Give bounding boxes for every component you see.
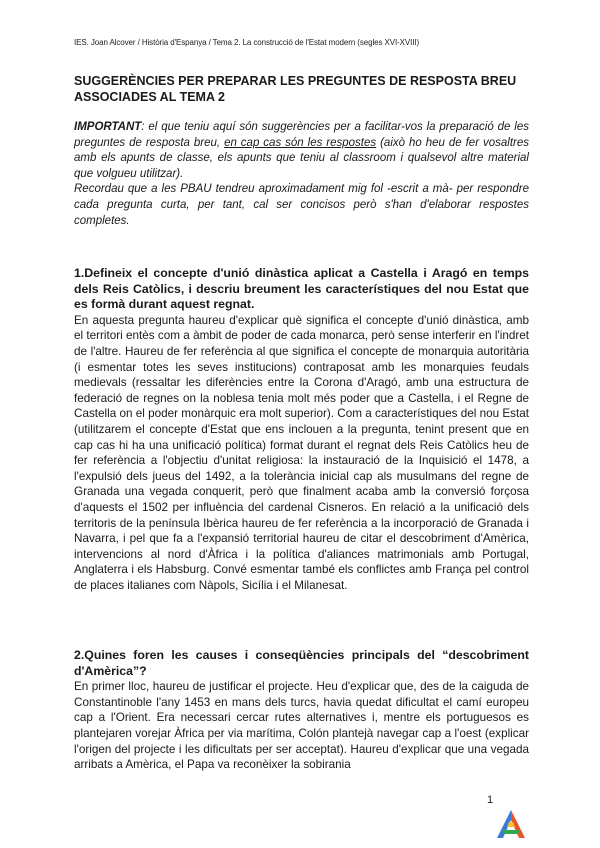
running-header: IES. Joan Alcover / Història d'Espanya / Tema 2. La construcció de l'Estat modern (segles XVI-XVIII) [74,38,420,47]
question-1-body: En aquesta pregunta haureu d'explicar què significa el concepte d'unió dinàstica, amb el territori entès com a àmbit de poder de cada monarca, però sense interferir en l'indret de l'altre. Haureu de fer referència al que significa el concepte de monarquia autoritària (i esmentar totes les seves institucions) contraposat amb les monarquies feudals medievals (ressaltar les diferències entre la Corona d'Aragó, amb una estructura de federació de regnes on la noblesa tenia molt més poder que a Castella, i el Regne de Castella on el poder monàrquic era molt superior). Com a característiques del nou Estat (utilitzarem el concepte d'Estat que ens inclouen a la pregunta, tenint present que en cap cas hi ha una unificació política) format durant el regnat dels Reis Catòlics heu de fer referència a l'objectiu d'unitat religiosa: la instauració de la Inquisició el 1478, a l'expulsió dels jueus del 1492, a la tolerància inicial cap als musulmans del regne de Granada una vegada conquerit, però que finalment acaba amb la conversió forçosa d'aquests el 1502 per influència del cardenal Cisneros. En relació a la unificació dels territoris de la península Ibèrica haureu de fer referència a la incorporació de Granada i Navarra, i pel que fa a l'expansió territorial haureu de citar el descobriment d'Amèrica, intervencions al nord d'Àfrica i la política d'aliances matrimonials amb Portugal, Anglaterra i els Habsburg. Convé esmentar també els conflictes amb França pel control de places italianes com Nàpols, Sicília i el Milanesat. [74,313,529,592]
question-1-heading: 1.Defineix el concepte d'unió dinàstica aplicat a Castella i Aragó en temps dels Reis Catòlics, i descriu breument les característiques del nou Estat que es formà durant aquest regnat. [74,266,529,312]
important-label: IMPORTANT [74,121,142,133]
intro-paragraph-1 [74,120,529,182]
intro-note [74,120,529,229]
question-2 [74,648,529,773]
question-2-heading: 2.Quines foren les causes i conseqüències principals del “descobriment d'Amèrica”? [74,648,529,678]
intro-underlined-text: en cap cas són les respostes [224,136,377,149]
intro-text-after: (això ho heu de fer vosaltres amb els apunts de classe, els apunts que teniu al classroom i qualsevol altre material que volgueu utilitzar). [74,136,529,180]
school-logo-icon [495,808,527,840]
page-number: 1 [487,794,494,806]
intro-text-before: : el que teniu aquí són suggerències per a facilitar-vos la preparació de les preguntes de resposta breu, [74,121,529,149]
question-2-body: En primer lloc, haureu de justificar el projecte. Heu d'explicar que, des de la caiguda de Constantinoble l'any 1453 en mans dels turcs, havia quedat dificultat el camí europeu cap a l'Orient. Era necessari cercar rutes alternatives i, mentre els portuguesos es plantejaren vorejar Àfrica per via marítima, Colón plantejà navegar cap a l'oest (explicar l'origen del projecte i les dificultats per ser acceptat). Haureu d'explicar que una vegada arribats a Amèrica, el Papa va reconèixer la sobirania [74,680,529,772]
logo-crossbar [502,830,520,834]
intro-paragraph-2: Recordau que a les PBAU tendreu aproximadament mig fol -escrit a mà- per respondre cada pregunta curta, per tant, cal ser concisos però s'han d'elaborar respostes completes. [74,183,529,227]
question-1 [74,266,529,593]
document-title: SUGGERÈNCIES PER PREPARAR LES PREGUNTES DE RESPOSTA BREU ASSOCIADES AL TEMA 2 [74,74,517,104]
